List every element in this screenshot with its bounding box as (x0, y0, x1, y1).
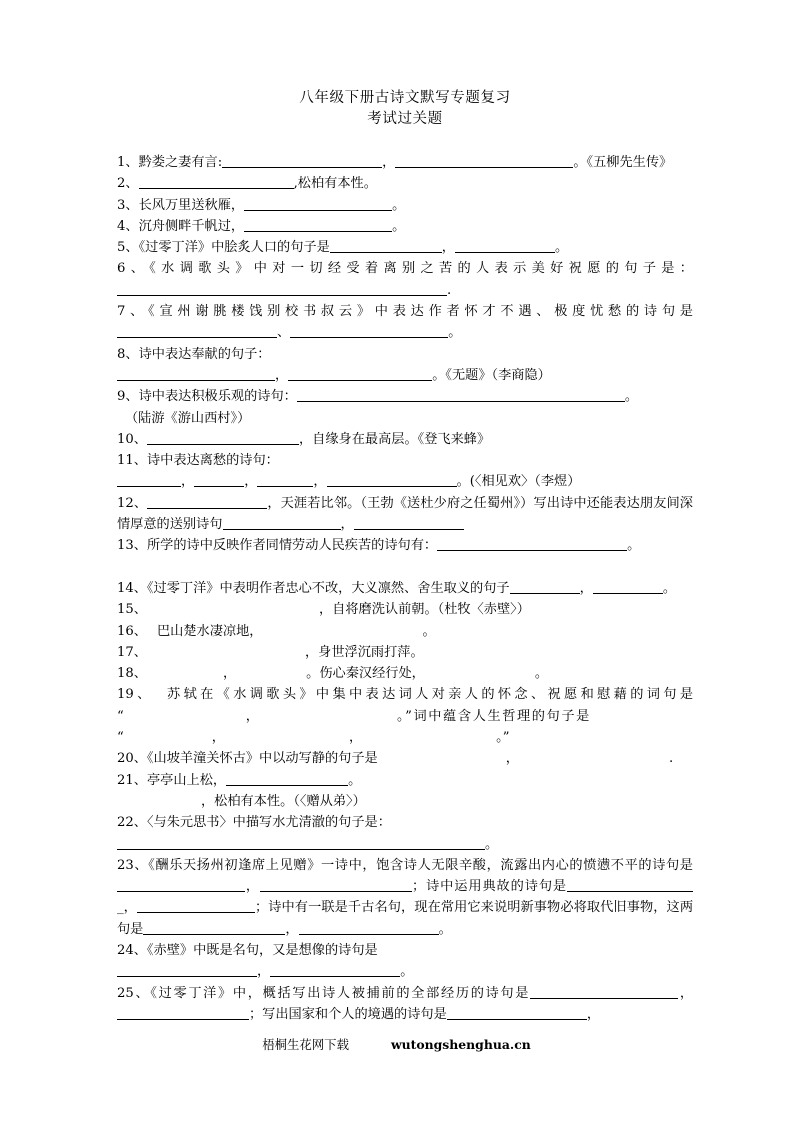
question-text: 。 (422, 623, 436, 639)
question-text: ,松柏有本性。 (293, 176, 377, 192)
question-item-8 (117, 344, 693, 365)
question-text: 《过零丁洋》中表明作者忠心不改，大义凛然、舍生取义的句子 (146, 580, 510, 596)
question-number: 15、 (117, 602, 147, 618)
question-text: 巴山楚水凄凉地， (156, 623, 263, 639)
question-text: ， (222, 666, 237, 682)
question-item-19-line2 (117, 706, 693, 727)
answer-blank[interactable] (117, 794, 201, 807)
question-number: 7、 (117, 304, 149, 320)
question-text: ；写出国家和个人的境遇的诗句是 (249, 1006, 447, 1022)
answer-blank[interactable] (327, 473, 457, 487)
question-text: 。 (448, 325, 462, 341)
question-source: （陆游《游山西村》） (125, 410, 251, 426)
question-text: 。 (662, 580, 676, 596)
question-text: ，身世浮沉雨打萍。 (304, 644, 424, 660)
question-item-22-answer-line (117, 834, 693, 855)
question-text: 。《无题》（李商隐） (432, 367, 551, 383)
answer-blank[interactable] (297, 388, 625, 402)
question-number: 4、 (117, 218, 139, 234)
question-text: 。 (624, 389, 639, 405)
answer-blank[interactable] (288, 367, 432, 381)
answer-blank[interactable] (117, 324, 277, 338)
answer-blank[interactable] (226, 772, 348, 786)
page-title: 八年级下册古诗文默写专题复习 (299, 90, 511, 106)
question-item-18 (117, 663, 693, 684)
question-number: 8、 (117, 346, 139, 362)
question-text: 。 (392, 197, 406, 213)
question-text: ，自将磨洗认前朝。（杜牧〈赤壁〉） (318, 602, 530, 618)
question-item-17 (117, 642, 693, 663)
question-item-15 (117, 599, 693, 620)
answer-blank[interactable] (395, 154, 573, 168)
question-number: 22、 (117, 815, 147, 831)
question-item-16 (117, 621, 693, 642)
question-number: 3、 (117, 197, 139, 213)
question-number: 6、 (117, 261, 150, 277)
question-item-19 (117, 684, 693, 705)
answer-blank[interactable] (147, 431, 299, 445)
answer-blank[interactable] (117, 367, 275, 381)
answer-blank[interactable] (147, 645, 305, 658)
question-text: ，天涯若比邻。（王勃《送杜少府之任蜀州》）写出诗中还能表达朋友间深情厚意的送别诗句 (117, 495, 693, 533)
footer-site-name: 梧桐生花网下载 (262, 1037, 349, 1052)
question-text: 《水调歌头》中对一切经受着离别之苦的人表示美好祝愿的句子是： (149, 261, 693, 277)
answer-blank[interactable] (117, 963, 257, 977)
question-text: 黔娄之妻有言: (138, 155, 223, 170)
question-item-7-answer-line (117, 322, 693, 343)
section-spacer (117, 557, 693, 578)
question-number: 24、 (117, 942, 147, 958)
question-number: 17、 (117, 644, 147, 660)
answer-blank[interactable] (117, 878, 245, 892)
question-text: ， (313, 474, 327, 490)
question-number: 9、 (117, 389, 139, 405)
question-text: 沉舟侧畔千帆过， (138, 218, 245, 234)
answer-blank[interactable] (137, 899, 255, 913)
answer-blank[interactable] (425, 666, 535, 679)
question-item-22 (117, 812, 693, 833)
answer-blank[interactable] (117, 836, 485, 850)
question-item-14 (117, 578, 693, 599)
answer-blank[interactable] (222, 154, 382, 168)
answer-blank[interactable] (223, 516, 341, 530)
question-text: . (668, 751, 674, 767)
question-item-19-line3 (117, 727, 693, 748)
question-text: 。 (400, 964, 414, 980)
question-text: 《过零丁洋》中脍炙人口的句子是 (138, 240, 330, 256)
question-text: ， (245, 708, 259, 724)
answer-blank[interactable] (117, 1006, 249, 1020)
question-text: 。《五柳先生传》 (573, 155, 673, 170)
answer-blank[interactable] (567, 878, 693, 892)
question-text: 。 (485, 836, 499, 852)
question-text: 《赤壁》中既是名句，又是想像的诗句是 (146, 942, 378, 958)
question-text: ， (245, 879, 260, 895)
question-text: ， (505, 751, 519, 767)
question-text: 长风万里送秋雁， (138, 197, 245, 213)
question-item-4 (117, 216, 693, 237)
answer-blank[interactable] (354, 516, 464, 530)
question-item-24 (117, 940, 693, 961)
question-text: 诗中表达离愁的诗句： (146, 453, 279, 469)
question-item-3 (117, 195, 693, 216)
question-number: 18、 (117, 666, 147, 682)
question-text: 诗中表达奉献的句子： (138, 346, 271, 362)
question-text: 。 (392, 218, 406, 234)
answer-blank[interactable] (225, 730, 349, 743)
question-text: ， (181, 474, 195, 490)
answer-blank[interactable] (143, 921, 285, 935)
question-text: ，松柏有本性。（〈赠从弟〉） (201, 793, 366, 809)
answer-blank[interactable] (437, 537, 627, 551)
answer-blank[interactable] (147, 602, 319, 615)
question-number: 5、 (117, 240, 139, 256)
question-text: 《过零丁洋》中，概括写出诗人被捕前的全部经历的诗句是 (150, 985, 531, 1001)
question-text: _， (117, 900, 137, 916)
question-number: 13、 (117, 538, 147, 554)
question-text: 亭亭山上松， (146, 772, 227, 788)
question-item-10 (117, 429, 693, 450)
question-text: 苏轼在《水调歌头》中集中表达词人对亲人的怀念、祝愿和慰藉的词句是 (163, 687, 694, 703)
question-text: 。 (438, 921, 452, 937)
question-text: 诗中表达积极乐观的诗句： (138, 389, 297, 405)
answer-blank[interactable] (330, 239, 442, 253)
question-text: . (447, 282, 452, 298)
question-text: 《宣州谢朓楼饯别校书叔云》中表达作者怀才不遇、极度忧愁的诗句是 (148, 304, 693, 320)
question-text: ， (244, 474, 258, 490)
question-text: 。”词中蕴含人生哲理的句子是 (396, 708, 591, 724)
question-item-21-line2 (117, 791, 693, 812)
question-text: ，自缘身在最高层。《登飞来蜂》 (298, 431, 491, 447)
question-text: 、 (277, 325, 291, 341)
answer-blank[interactable] (455, 239, 555, 253)
question-number: 14、 (117, 580, 147, 596)
question-text: ， (382, 155, 396, 170)
question-number: 20、 (117, 751, 147, 767)
answer-blank[interactable] (117, 473, 181, 487)
answer-blank[interactable] (259, 709, 397, 722)
quote-open: “ (117, 730, 124, 746)
answer-blank[interactable] (194, 473, 244, 487)
question-item-24-answer-line (117, 961, 693, 982)
question-item-11 (117, 450, 693, 471)
question-text: ， (441, 240, 455, 256)
question-item-1 (117, 152, 693, 173)
question-text: 。伤心秦汉经行处， (306, 666, 425, 682)
question-item-21 (117, 770, 693, 791)
question-number: 12、 (117, 495, 148, 511)
answer-blank[interactable] (362, 730, 496, 743)
answer-blank[interactable] (299, 921, 439, 935)
question-text: ， (340, 517, 354, 533)
question-item-23 (117, 855, 693, 940)
answer-blank[interactable] (244, 197, 392, 211)
question-text: 。 (554, 240, 569, 256)
question-number: 23、 (117, 857, 149, 873)
question-text: ；诗中有一联是千古名句，现在常用它来说明新事物必将取代旧事物，这两句是 (117, 900, 694, 937)
answer-blank[interactable] (290, 324, 448, 338)
question-text: ， (211, 730, 225, 746)
question-item-7 (117, 301, 693, 322)
answer-blank[interactable] (139, 175, 294, 189)
question-item-9-source (117, 408, 693, 429)
question-text: 《山坡羊潼关怀古》中以动写静的句子是 (146, 751, 378, 767)
question-item-12 (117, 493, 693, 536)
page-footer (0, 1036, 793, 1054)
question-text: ， (257, 964, 271, 980)
document-title-block (117, 88, 693, 130)
quote-close: 。” (496, 730, 510, 746)
answer-blank[interactable] (378, 751, 506, 764)
footer-site-url: wutongshenghua.cn (390, 1037, 531, 1052)
question-text: 〈与朱元思书〉中描写水尤清澈的句子是： (146, 815, 391, 831)
question-number: 21、 (117, 772, 147, 788)
question-text: ， (586, 1006, 600, 1022)
question-item-20 (117, 748, 693, 769)
answer-blank[interactable] (260, 878, 412, 892)
question-item-25 (117, 983, 693, 1026)
question-text: 。 (348, 772, 362, 788)
question-item-11-answer-line (117, 471, 693, 492)
question-text: ， (285, 921, 299, 937)
question-item-2 (117, 173, 693, 194)
answer-blank[interactable] (117, 282, 447, 296)
question-item-5 (117, 237, 693, 258)
page-subtitle: 考试过关题 (367, 111, 443, 127)
question-text: ， (348, 730, 363, 746)
question-number: 19、 (117, 687, 154, 703)
question-text: 《酬乐天扬州初逢席上见赠》一诗中，饱含诗人无限辛酸，流露出内心的愤懑不平的诗句是 (148, 857, 693, 873)
question-item-9 (117, 386, 693, 407)
quote-open: “ (117, 708, 124, 724)
answer-blank[interactable] (270, 963, 400, 977)
question-list (117, 152, 693, 1025)
question-text: 。 (627, 538, 641, 554)
answer-blank[interactable] (510, 580, 580, 594)
answer-blank[interactable] (593, 580, 663, 594)
answer-blank[interactable] (124, 730, 212, 743)
answer-blank[interactable] (530, 985, 678, 999)
question-number: 16、 (117, 623, 147, 639)
question-text: ， (678, 985, 694, 1001)
question-text: 。(〈相见欢〉（李煜） (456, 474, 581, 490)
answer-blank[interactable] (236, 666, 306, 679)
question-number: 1、 (117, 155, 139, 170)
question-item-13 (117, 535, 693, 556)
question-item-6 (117, 258, 693, 279)
question-number: 10、 (117, 431, 147, 447)
question-item-8-answer-line (117, 365, 693, 386)
answer-blank[interactable] (519, 751, 669, 764)
question-text: ， (275, 367, 289, 383)
question-text: 所学的诗中反映作者同情劳动人民疾苦的诗句有： (146, 538, 438, 554)
question-text: ， (579, 580, 593, 596)
question-text: ；诗中运用典故的诗句是 (412, 879, 568, 895)
answer-blank[interactable] (147, 495, 267, 509)
answer-blank[interactable] (262, 624, 422, 637)
answer-blank[interactable] (124, 709, 246, 722)
answer-blank[interactable] (147, 666, 223, 679)
question-item-6-answer-line (117, 280, 693, 301)
answer-blank[interactable] (447, 1006, 587, 1020)
question-number: 2、 (117, 176, 139, 192)
question-number: 11、 (117, 453, 147, 469)
question-text: 。 (534, 666, 549, 682)
answer-blank[interactable] (257, 473, 313, 487)
answer-blank[interactable] (244, 218, 392, 232)
question-number: 25、 (117, 985, 151, 1001)
